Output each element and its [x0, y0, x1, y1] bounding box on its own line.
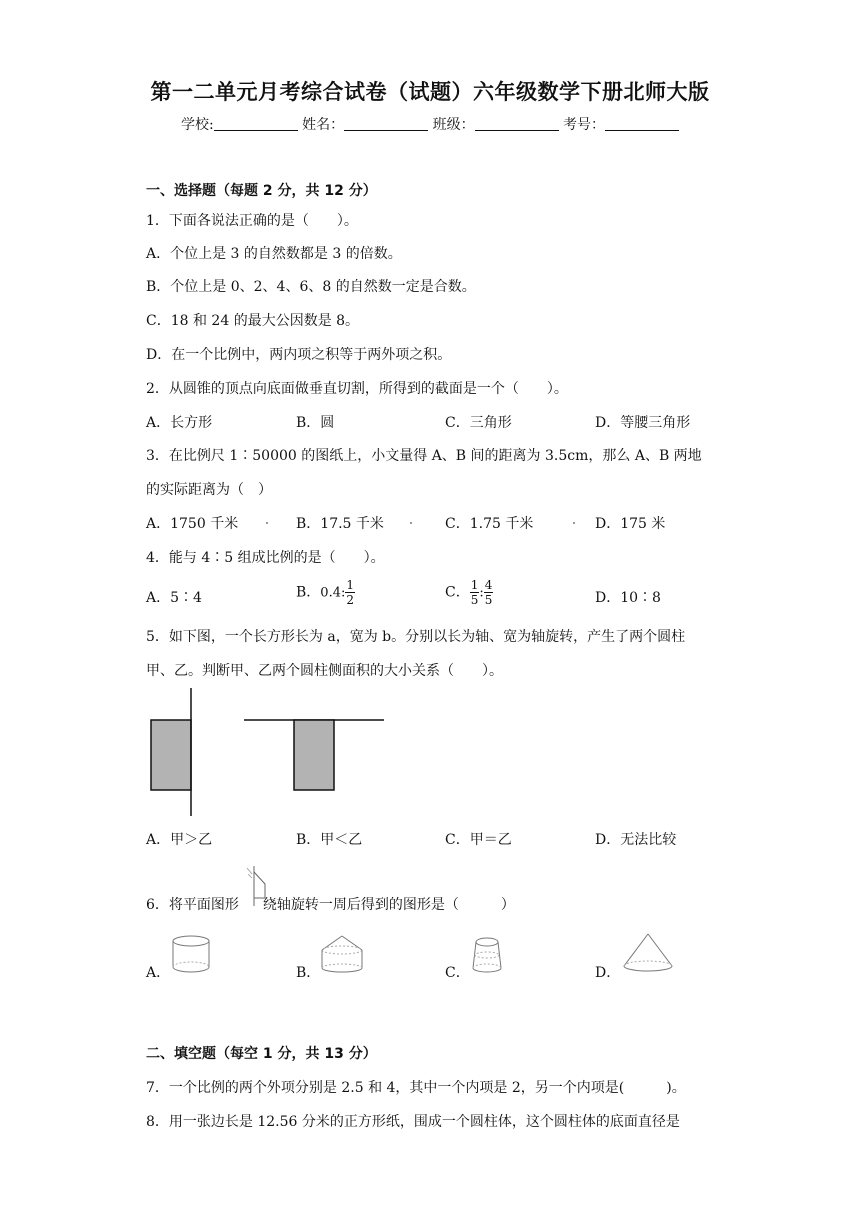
question-6-stem-post: 绕轴旋转一周后得到的图形是（ ）	[262, 897, 515, 913]
option-c-label: C．	[445, 584, 470, 601]
question-5-stem-line1: 5．如下图，一个长方形长为 a，宽为 b。分别以长为轴、宽为轴旋转，产生了两个圆柱	[146, 629, 686, 645]
question-4-option-c[interactable]: C． $\frac{1}{5}$ : $\frac{4}{5}$	[445, 578, 493, 607]
question-1-stem: 1．下面各说法正确的是（ ）。	[146, 213, 358, 229]
exam-number-label: 考号：	[563, 117, 606, 133]
fraction: $\frac{1}{2}$	[346, 578, 354, 607]
question-2-option-c[interactable]: C．三角形	[445, 415, 512, 431]
question-5-option-b[interactable]: B．甲＜乙	[296, 832, 363, 848]
question-4-stem: 4．能与 4∶5 组成比例的是（ ）。	[146, 550, 385, 566]
question-1-option-a[interactable]: A．个位上是 3 的自然数都是 3 的倍数。	[146, 246, 402, 262]
school-label: 学校:	[180, 117, 214, 133]
question-3-option-a[interactable]: A．1750 千米	[146, 516, 239, 532]
name-blank[interactable]	[344, 116, 428, 131]
question-3-stem-line2: 的实际距离为（ ）	[146, 482, 272, 498]
question-2-option-b[interactable]: B．圆	[296, 415, 335, 431]
question-2-stem: 2．从圆锥的顶点向底面做垂直切割，所得到的截面是一个（ ）。	[146, 381, 568, 397]
section-heading-choice: 一、选择题（每题 2 分，共 12 分）	[146, 183, 377, 199]
name-label: 姓名：	[302, 117, 345, 133]
dot-mark	[573, 522, 575, 524]
frustum-icon	[470, 936, 506, 976]
question-6-option-b[interactable]: B．	[296, 965, 321, 981]
plane-figure-icon	[245, 864, 269, 908]
question-3-option-c[interactable]: C．1.75 千米	[445, 516, 534, 532]
dot-mark	[266, 522, 268, 524]
question-1-option-c[interactable]: C．18 和 24 的最大公因数是 8。	[146, 313, 360, 329]
question-6-stem-pre: 6．将平面图形	[146, 897, 239, 913]
ratio-left: 0.4:	[320, 585, 346, 601]
rectangle-short-axis	[294, 720, 334, 790]
question-6-option-a[interactable]: A．	[146, 965, 171, 981]
student-info-line	[0, 114, 860, 134]
question-4-option-a[interactable]: A．5∶4	[146, 590, 202, 606]
question-3-stem-line1: 3．在比例尺 1∶50000 的图纸上，小文量得 A、B 间的距离为 3.5cm，那么 A、B 两地	[146, 448, 702, 464]
question-1-option-b[interactable]: B．个位上是 0、2、4、6、8 的自然数一定是合数。	[146, 279, 476, 295]
cone-on-cylinder-icon	[318, 934, 368, 976]
question-3-option-b[interactable]: B．17.5 千米	[296, 516, 384, 532]
question-5-option-c[interactable]: C．甲＝乙	[445, 832, 512, 848]
question-6-stem	[146, 894, 515, 914]
fraction: $\frac{4}{5}$	[484, 578, 493, 607]
school-blank[interactable]	[214, 116, 298, 131]
exam-number-blank[interactable]	[605, 116, 679, 131]
question-7: 7．一个比例的两个外项分别是 2.5 和 4，其中一个内项是 2，另一个内项是( )。	[146, 1080, 686, 1096]
question-4-option-b[interactable]	[296, 578, 355, 607]
rectangle-long-axis	[151, 720, 191, 790]
fraction: $\frac{1}{5}$	[470, 578, 479, 607]
question-1-option-d[interactable]: D．在一个比例中，两内项之积等于两外项之积。	[146, 347, 452, 363]
dot-mark	[410, 522, 412, 524]
question-6-option-c[interactable]: C．	[445, 965, 470, 981]
cone-icon	[620, 932, 676, 976]
question-2-option-d[interactable]: D．等腰三角形	[595, 415, 691, 431]
question-5-option-d[interactable]: D．无法比较	[595, 832, 677, 848]
question-3-option-d[interactable]: D．175 米	[595, 516, 666, 532]
cylinder-icon	[170, 934, 214, 974]
question-5-stem-line2: 甲、乙。判断甲、乙两个圆柱侧面积的大小关系（ ）。	[146, 663, 503, 679]
class-blank[interactable]	[475, 116, 559, 131]
question-4-option-d[interactable]: D．10∶8	[595, 590, 661, 606]
question-8: 8．用一张边长是 12.56 分米的正方形纸，围成一个圆柱体，这个圆柱体的底面直径是	[146, 1114, 680, 1130]
page-title: 第一二单元月考综合试卷（试题）六年级数学下册北师大版	[150, 80, 710, 104]
question-2-option-a[interactable]: A．长方形	[146, 415, 213, 431]
section-heading-fill-in: 二、填空题（每空 1 分，共 13 分）	[146, 1046, 377, 1062]
question-6-option-d[interactable]: D．	[595, 965, 621, 981]
question-5-option-a[interactable]: A．甲＞乙	[146, 832, 213, 848]
rotation-figure	[146, 688, 396, 818]
class-label: 班级：	[432, 117, 475, 133]
option-b-label: B．	[296, 584, 321, 601]
